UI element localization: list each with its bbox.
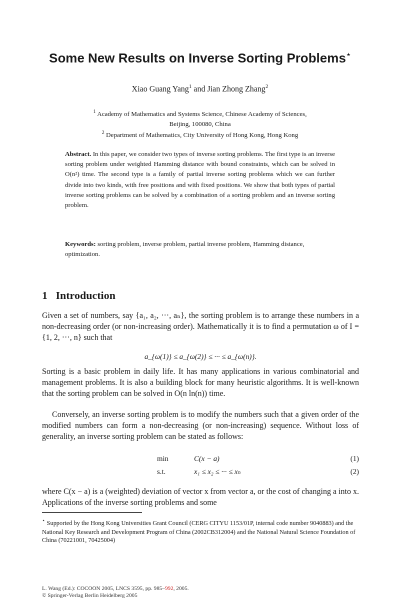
author-line xyxy=(0,84,400,94)
footnote xyxy=(42,517,359,546)
abstract xyxy=(65,150,335,211)
equation-1-number: (1) xyxy=(350,454,359,463)
paragraph-3: Conversely, an inverse sorting problem is to modify the numbers such that a given order of the modified numbers can form a non-decreasing (or non-increasing) sequence. Without loss of generality, an inverse sorting problem can be stated as follows: xyxy=(42,410,359,441)
footnote-rule xyxy=(42,512,142,513)
citation-year: , 2005. xyxy=(173,586,189,592)
equation-2 xyxy=(42,467,359,479)
affiliation-block xyxy=(0,108,400,141)
keywords xyxy=(65,240,335,260)
keywords-text: sorting problem, inverse problem, partial inverse problem, Hamming distance, optimization. xyxy=(65,241,305,259)
paper-title xyxy=(0,50,400,65)
affiliation-1 xyxy=(0,108,400,120)
paragraph-2: Sorting is a basic problem in daily life. It has many applications in various combinatorial and management problems. It is also a building block for many heuristic algorithms. It is well-known that the sorting problem can be solved in O(n ln(n)) time. xyxy=(42,367,359,398)
author-2-affil-mark: 2 xyxy=(265,84,269,90)
author-1: Xiao Guang Yang xyxy=(131,84,189,94)
affiliation-1-line-1: Academy of Mathematics and Systems Science, Chinese Academy of Sciences, xyxy=(97,111,307,119)
footnote-mark: ⋆ xyxy=(42,518,46,524)
citation-last-page: 992 xyxy=(164,586,174,592)
author-conjunction: and xyxy=(191,84,208,94)
keywords-label: Keywords: xyxy=(65,241,96,248)
equation-2-operator: s.t. xyxy=(157,467,166,476)
affiliation-2 xyxy=(0,129,400,141)
author-2: Jian Zhong Zhang xyxy=(207,84,266,94)
affiliation-2-line: Department of Mathematics, City University of Hong Kong, Hong Kong xyxy=(106,132,299,140)
paragraph-1: Given a set of numbers, say {a₁, a₂, ···, aₙ}, the sorting problem is to arrange these numbers in a non-decreasing order (or non-increasing order). Mathematically it is to find a permutation ω of I = {1, 2, ···, n} such that xyxy=(42,311,359,342)
abstract-label: Abstract. xyxy=(65,151,92,158)
citation-text: L. Wang (Ed.): COCOON 2005, LNCS 3595, pp. 985– xyxy=(42,586,165,592)
equation-permutation: a_{ω(1)} ≤ a_{ω(2)} ≤ ··· ≤ a_{ω(n)}. xyxy=(144,352,257,361)
abstract-text: In this paper, we consider two types of inverse sorting problems. The first type is an inverse sorting problem under weighted Hamming distance with bound constraints, which can be solved in O(n²) time. The second type is a family of partial inverse sorting problems which we can further divide into two kinds, with free positions and with fixed positions. We show that both types of partial inverse sorting problems can be solved by a combination of a sorting problem and an inverse sorting problem. xyxy=(65,151,335,210)
equation-1-body: C(x − a) xyxy=(194,454,220,463)
title-footnote-mark: ⋆ xyxy=(345,50,351,59)
equation-2-body: x₁ ≤ x₂ ≤ ··· ≤ xₙ xyxy=(194,467,241,476)
author-1-affil-mark: 1 xyxy=(188,84,192,90)
title-text: Some New Results on Inverse Sorting Problems xyxy=(49,50,346,66)
copyright-line: © Springer-Verlag Berlin Heidelberg 2005 xyxy=(42,593,138,600)
affiliation-1-line-2: Beijing, 100080, China xyxy=(169,120,231,128)
equation-2-number: (2) xyxy=(350,467,359,476)
equation-1-operator: min xyxy=(157,454,169,463)
page-footer xyxy=(42,586,359,601)
paragraph-4: where C(x − a) is a (weighted) deviation of vector x from vector a, or the cost of changing a into x. Applications of the inverse sorting problems and some xyxy=(42,487,359,507)
affiliation-2-mark: 2 xyxy=(101,131,105,137)
footnote-text: Supported by the Hong Kong Universities Grant Council (CERG CITYU 1153/01P, internal code number 9040883) and the National Key Research and Development Program of China (2002CB312004) and the National Natural Science Foundation of China (70221001, 70425004) xyxy=(42,520,356,545)
section-heading xyxy=(42,290,115,302)
equation-1 xyxy=(42,454,359,466)
section-title: Introduction xyxy=(55,290,116,302)
section-number: 1 xyxy=(42,290,48,302)
affiliation-1-mark: 1 xyxy=(93,110,96,115)
